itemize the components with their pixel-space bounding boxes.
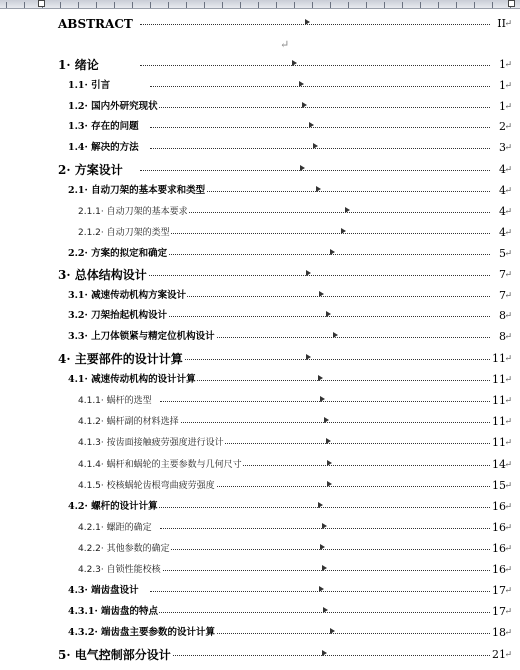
toc-entry[interactable] <box>0 223 520 243</box>
paragraph-mark: ↵ <box>504 544 512 554</box>
toc-entry-title: 1.1· 引言 <box>68 76 111 96</box>
toc-entry-page: 2 <box>498 117 506 137</box>
ruler-tick <box>366 2 367 8</box>
toc-entry-page: 21 <box>491 645 506 665</box>
ruler-tick <box>168 2 169 8</box>
toc-entry-page: 16 <box>491 497 506 517</box>
toc-entry-title: 3· 总体结构设计 <box>58 265 148 285</box>
ruler-tick <box>258 2 259 8</box>
toc-entry-page: 14 <box>491 455 506 475</box>
toc-entry[interactable] <box>0 518 520 538</box>
ruler-tick <box>438 2 439 8</box>
toc-entry-page: 11 <box>491 391 506 411</box>
toc-entry-page: 7 <box>498 286 506 306</box>
paragraph-mark: ↵ <box>504 207 512 217</box>
tab-arrow-icon <box>300 165 305 171</box>
ruler-tick <box>186 2 187 8</box>
tab-arrow-icon <box>309 122 314 128</box>
ruler-margin-marker[interactable] <box>38 0 45 7</box>
toc-dot-leader <box>140 170 490 171</box>
toc-dot-leader <box>160 401 490 402</box>
ruler-tick <box>114 2 115 8</box>
ruler-tick <box>474 2 475 8</box>
toc-entry-title: 2.1.1· 自动刀架的基本要求 <box>78 202 189 222</box>
toc-dot-leader <box>140 65 490 66</box>
ruler-tick <box>96 2 97 8</box>
empty-paragraph <box>0 35 520 55</box>
toc-entry-page: 1 <box>498 55 506 75</box>
toc-dot-leader <box>150 612 490 613</box>
toc-entry-page: 7 <box>498 265 506 285</box>
ruler-tick <box>132 2 133 8</box>
toc-dot-leader <box>160 212 490 213</box>
toc-entry-title: 3.1· 减速传动机构方案设计 <box>68 286 187 306</box>
toc-entry[interactable] <box>0 117 520 137</box>
toc-entry-title: 4.2.2· 其他参数的确定 <box>78 539 171 559</box>
toc-entry-page: 4 <box>498 223 506 243</box>
toc-entry-page: 11 <box>491 370 506 390</box>
toc-entry[interactable] <box>0 160 520 180</box>
ruler-tick <box>222 2 223 8</box>
tab-arrow-icon <box>299 81 304 87</box>
toc-entry[interactable] <box>0 433 520 453</box>
toc-entry-page: 8 <box>498 306 506 326</box>
toc-entry-title: 4.3.1· 端齿盘的特点 <box>68 602 159 622</box>
tab-arrow-icon <box>327 481 332 487</box>
toc-entry-page: 11 <box>491 412 506 432</box>
toc-entry[interactable] <box>0 202 520 222</box>
toc-entry-page: II <box>496 14 506 34</box>
toc-entry[interactable] <box>0 349 520 369</box>
ruler-tick <box>312 2 313 8</box>
toc-entry-page: 8 <box>498 327 506 347</box>
toc-entry[interactable] <box>0 286 520 306</box>
paragraph-mark: ↵ <box>504 523 512 533</box>
toc-entry-title: ABSTRACT <box>58 14 134 34</box>
tab-arrow-icon <box>313 143 318 149</box>
toc-dot-leader <box>140 359 490 360</box>
paragraph-mark: ↵ <box>504 607 512 617</box>
toc-dot-leader <box>150 107 490 108</box>
toc-entry-page: 4 <box>498 202 506 222</box>
toc-entry-page: 17 <box>491 602 506 622</box>
paragraph-mark: ↵ <box>504 311 512 321</box>
paragraph-mark: ↵ <box>504 396 512 406</box>
toc-entry-page: 4 <box>498 181 506 201</box>
paragraph-mark: ↵ <box>504 586 512 596</box>
toc-dot-leader <box>140 24 490 25</box>
ruler-tick <box>60 2 61 8</box>
paragraph-mark: ↵ <box>504 291 512 301</box>
toc-entry-page: 3 <box>498 138 506 158</box>
toc-dot-leader <box>160 233 490 234</box>
toc-entry-page: 16 <box>491 539 506 559</box>
toc-entry-page: 5 <box>498 244 506 264</box>
ruler-tick <box>330 2 331 8</box>
toc-entry-title: 1.3· 存在的问题 <box>68 117 140 137</box>
toc-entry[interactable] <box>0 391 520 411</box>
toc-dot-leader <box>150 86 490 87</box>
tab-arrow-icon <box>330 628 335 634</box>
toc-entry-title: 4.1.3· 按齿面接触疲劳强度进行设计 <box>78 433 225 453</box>
toc-entry-title: 1· 绪论 <box>58 55 100 75</box>
paragraph-mark: ↵ <box>504 186 512 196</box>
ruler-tick <box>384 2 385 8</box>
toc-entry-title: 2.1.2· 自动刀架的类型 <box>78 223 171 243</box>
tab-arrow-icon <box>292 60 297 66</box>
toc-entry[interactable] <box>0 602 520 622</box>
paragraph-mark: ↵ <box>504 438 512 448</box>
paragraph-mark: ↵ <box>504 332 512 342</box>
paragraph-mark: ↵ <box>280 38 290 51</box>
tab-arrow-icon <box>316 186 321 192</box>
paragraph-mark: ↵ <box>504 565 512 575</box>
tab-arrow-icon <box>318 502 323 508</box>
paragraph-mark: ↵ <box>504 143 512 153</box>
tab-arrow-icon <box>323 607 328 613</box>
paragraph-mark: ↵ <box>504 354 512 364</box>
toc-entry-title: 4.1.4· 蜗杆和蜗轮的主要参数与几何尺寸 <box>78 455 243 475</box>
ruler-tick <box>276 2 277 8</box>
ruler-tick <box>456 2 457 8</box>
toc-dot-leader <box>150 316 490 317</box>
toc-entry[interactable] <box>0 623 520 643</box>
paragraph-mark: ↵ <box>504 60 512 70</box>
ruler-tick <box>24 2 25 8</box>
toc-entry[interactable] <box>0 370 520 390</box>
toc-entry-title: 4.2· 螺杆的设计计算 <box>68 497 159 517</box>
toc-entry-page: 4 <box>498 160 506 180</box>
ruler-tick <box>348 2 349 8</box>
paragraph-mark: ↵ <box>504 650 512 660</box>
ruler-tick <box>492 2 493 8</box>
tab-arrow-icon <box>324 417 329 423</box>
tab-arrow-icon <box>320 396 325 402</box>
toc-entry[interactable] <box>0 76 520 96</box>
paragraph-mark: ↵ <box>504 628 512 638</box>
tab-arrow-icon <box>306 354 311 360</box>
toc-entry-page: 18 <box>491 623 506 643</box>
tab-arrow-icon <box>322 523 327 529</box>
toc-entry[interactable] <box>0 181 520 201</box>
paragraph-mark: ↵ <box>504 249 512 259</box>
tab-arrow-icon <box>341 228 346 234</box>
toc-entry-title: 4.1· 减速传动机构的设计计算 <box>68 370 197 390</box>
tab-arrow-icon <box>330 249 335 255</box>
toc-entry-page: 1 <box>498 76 506 96</box>
paragraph-mark: ↵ <box>504 19 512 29</box>
toc-entry[interactable] <box>0 412 520 432</box>
toc-dot-leader <box>150 254 490 255</box>
tab-arrow-icon <box>322 565 327 571</box>
ruler-tick <box>204 2 205 8</box>
ruler-tick <box>78 2 79 8</box>
ruler-bar <box>0 0 520 9</box>
ruler-margin-marker[interactable] <box>508 0 515 7</box>
toc-entry[interactable] <box>0 645 520 665</box>
toc-entry-title: 4.1.1· 蜗杆的选型 <box>78 391 153 411</box>
ruler-tick <box>6 2 7 8</box>
toc-dot-leader <box>140 655 490 656</box>
toc-entry-title: 3.3· 上刀体锁紧与精定位机构设计 <box>68 327 216 347</box>
ruler-tick <box>402 2 403 8</box>
toc-entry-title: 4· 主要部件的设计计算 <box>58 349 184 369</box>
toc-entry[interactable] <box>0 55 520 75</box>
toc-entry[interactable] <box>0 539 520 559</box>
toc-entry[interactable] <box>0 560 520 580</box>
tab-arrow-icon <box>345 207 350 213</box>
toc-dot-leader <box>150 127 490 128</box>
toc-entry-title: 3.2· 刀架抬起机构设计 <box>68 306 168 326</box>
paragraph-mark: ↵ <box>504 122 512 132</box>
paragraph-mark: ↵ <box>504 228 512 238</box>
toc-entry-page: 11 <box>491 433 506 453</box>
paragraph-mark: ↵ <box>504 460 512 470</box>
toc-entry[interactable] <box>0 455 520 475</box>
toc-entry-title: 2.1· 自动刀架的基本要求和类型 <box>68 181 206 201</box>
toc-entry-page: 16 <box>491 518 506 538</box>
toc-entry-title: 1.2· 国内外研究现状 <box>68 97 159 117</box>
toc-entry-title: 4.2.3· 自锁性能校核 <box>78 560 162 580</box>
paragraph-mark: ↵ <box>504 375 512 385</box>
toc-entry-title: 5· 电气控制部分设计 <box>58 645 172 665</box>
tab-arrow-icon <box>319 586 324 592</box>
toc-entry-title: 4.2.1· 螺距的确定 <box>78 518 153 538</box>
tab-arrow-icon <box>327 460 332 466</box>
toc-entry-page: 16 <box>491 560 506 580</box>
toc-entry[interactable] <box>0 14 520 34</box>
toc-entry-title: 1.4· 解决的方法 <box>68 138 140 158</box>
toc-entry-title: 4.3· 端齿盘设计 <box>68 581 140 601</box>
paragraph-mark: ↵ <box>504 165 512 175</box>
toc-entry-page: 1 <box>498 97 506 117</box>
toc-entry-page: 17 <box>491 581 506 601</box>
toc-entry-page: 11 <box>491 349 506 369</box>
paragraph-mark: ↵ <box>504 270 512 280</box>
paragraph-mark: ↵ <box>504 502 512 512</box>
tab-arrow-icon <box>326 311 331 317</box>
toc-entry[interactable] <box>0 327 520 347</box>
paragraph-mark: ↵ <box>504 102 512 112</box>
toc-entry-title: 2· 方案设计 <box>58 160 124 180</box>
tab-arrow-icon <box>326 438 331 444</box>
tab-arrow-icon <box>318 375 323 381</box>
toc-dot-leader <box>140 275 490 276</box>
toc-dot-leader <box>150 148 490 149</box>
toc-entry-title: 4.3.2· 端齿盘主要参数的设计计算 <box>68 623 216 643</box>
tab-arrow-icon <box>320 544 325 550</box>
toc-entry[interactable] <box>0 244 520 264</box>
ruler-tick <box>420 2 421 8</box>
tab-arrow-icon <box>333 332 338 338</box>
ruler-tick <box>150 2 151 8</box>
toc-entry[interactable] <box>0 97 520 117</box>
toc-entry[interactable] <box>0 138 520 158</box>
toc-entry-title: 2.2· 方案的拟定和确定 <box>68 244 168 264</box>
toc-entry[interactable] <box>0 265 520 285</box>
paragraph-mark: ↵ <box>504 417 512 427</box>
toc-dot-leader <box>160 549 490 550</box>
toc-entry-title: 4.1.5· 校核蜗轮齿根弯曲疲劳强度 <box>78 476 216 496</box>
toc-entry[interactable] <box>0 306 520 326</box>
toc-entry[interactable] <box>0 476 520 496</box>
ruler-tick <box>240 2 241 8</box>
tab-arrow-icon <box>322 650 327 656</box>
toc-entry-title: 4.1.2· 蜗杆副的材料选择 <box>78 412 180 432</box>
toc-entry[interactable] <box>0 497 520 517</box>
toc-entry-page: 15 <box>491 476 506 496</box>
tab-arrow-icon <box>302 102 307 108</box>
paragraph-mark: ↵ <box>504 481 512 491</box>
toc-entry[interactable] <box>0 581 520 601</box>
paragraph-mark: ↵ <box>504 81 512 91</box>
tab-arrow-icon <box>306 270 311 276</box>
tab-arrow-icon <box>319 291 324 297</box>
ruler-tick <box>294 2 295 8</box>
tab-arrow-icon <box>305 19 310 25</box>
